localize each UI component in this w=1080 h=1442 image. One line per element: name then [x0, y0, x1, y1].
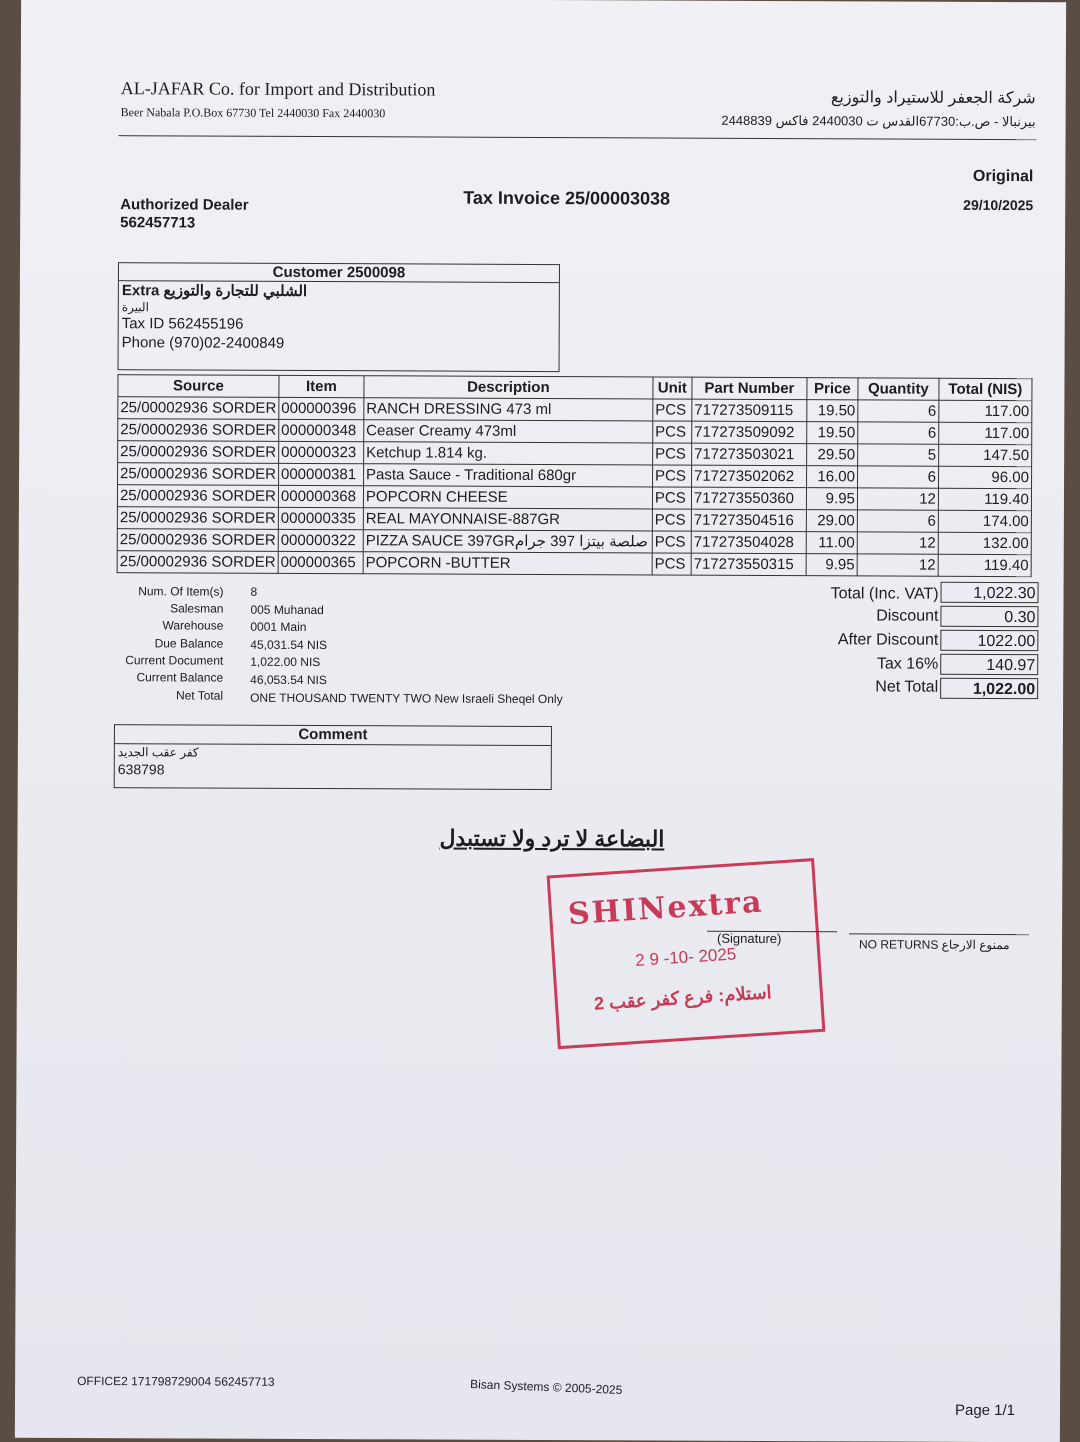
tax-label: Tax 16% — [876, 655, 939, 673]
cell-price: 11.00 — [806, 532, 857, 554]
table-row — [118, 397, 1032, 423]
cell-part-number: 717273504028 — [691, 531, 806, 554]
invoice-paper — [15, 0, 1066, 1442]
col-quantity: Quantity — [858, 378, 939, 400]
table-row — [118, 419, 1032, 445]
table-row — [117, 507, 1031, 533]
total-inc-vat-label: Total (Inc. VAT) — [830, 585, 939, 603]
cell-source: 25/00002936 SORDER — [118, 441, 279, 464]
header-divider — [119, 135, 1037, 140]
cell-part-number: 717273502062 — [691, 465, 806, 488]
received-stamp — [547, 858, 826, 1049]
cell-unit: PCS — [652, 509, 691, 531]
cell-description: PIZZA SAUCE 397GRصلصة بيتزا 397 جرام — [363, 530, 652, 553]
cell-source: 25/00002936 SORDER — [117, 507, 278, 530]
current-balance-value: 46,053.54 NIS — [250, 672, 327, 688]
cell-price: 16.00 — [806, 466, 857, 488]
cell-unit: PCS — [652, 465, 691, 487]
cell-source: 25/00002936 SORDER — [118, 463, 279, 486]
total-inc-vat-value: 1,022.30 — [941, 582, 1039, 603]
due-balance-label: Due Balance — [154, 636, 224, 651]
current-balance-label: Current Balance — [136, 670, 224, 685]
cell-quantity: 5 — [858, 444, 939, 466]
footer-office-code: OFFICE2 171798729004 562457713 — [77, 1373, 275, 1389]
net-total-value: 1,022.00 — [940, 678, 1038, 699]
comment-line-1: كفر عقب الجديد — [117, 745, 199, 760]
cell-unit: PCS — [653, 399, 692, 421]
copy-label: Original — [972, 167, 1034, 186]
cell-price: 9.95 — [806, 488, 857, 510]
customer-tax-id: Tax ID 562455196 — [121, 315, 244, 333]
comment-box — [114, 724, 552, 790]
signature-label: (Signature) — [717, 930, 782, 947]
cell-item: 000000335 — [278, 507, 363, 529]
page-number: Page 1/1 — [954, 1401, 1016, 1420]
cell-description: REAL MAYONNAISE-887GR — [363, 508, 652, 531]
salesman-value: 005 Muhanad — [250, 602, 324, 618]
cell-total: 96.00 — [938, 466, 1031, 488]
col-item: Item — [279, 375, 364, 397]
salesman-label: Salesman — [170, 601, 224, 616]
cell-quantity: 6 — [857, 510, 938, 532]
cell-item: 000000368 — [278, 485, 363, 507]
cell-price: 9.95 — [806, 554, 857, 576]
due-balance-value: 45,031.54 NIS — [250, 637, 328, 653]
cell-item: 000000365 — [278, 551, 363, 573]
returns-line — [849, 933, 1029, 935]
cell-quantity: 6 — [858, 422, 939, 444]
cell-unit: PCS — [653, 443, 692, 465]
cell-description: Ketchup 1.814 kg. — [364, 442, 653, 465]
cell-price: 19.50 — [807, 400, 858, 422]
cell-part-number: 717273509092 — [692, 421, 807, 444]
comment-line-2: 638798 — [117, 761, 165, 778]
customer-city: البيرة — [121, 300, 149, 315]
customer-heading: Customer 2500098 — [119, 263, 559, 283]
cell-item: 000000396 — [279, 397, 364, 419]
cell-unit: PCS — [652, 553, 691, 575]
cell-item: 000000322 — [278, 529, 363, 551]
cell-part-number: 717273504516 — [691, 509, 806, 532]
company-name-ar: شركة الجعفر للاستيراد والتوزيع — [830, 89, 1036, 108]
discount-value: 0.30 — [940, 606, 1038, 627]
invoice-title: Tax Invoice 25/00003038 — [463, 187, 671, 209]
col-price: Price — [807, 378, 858, 400]
current-document-value: 1,022.00 NIS — [250, 654, 321, 670]
cell-description: POPCORN CHEESE — [363, 486, 652, 509]
cell-source: 25/00002936 SORDER — [118, 419, 279, 442]
stamp-date: 2 9 -10- 2025 — [634, 944, 737, 970]
customer-phone: Phone (970)02-2400849 — [121, 334, 285, 352]
cell-part-number: 717273509115 — [692, 399, 807, 422]
cell-item: 000000381 — [278, 463, 363, 485]
company-address-en: Beer Nabala P.O.Box 67730 Tel 2440030 Fax 2440030 — [120, 105, 386, 121]
cell-source: 25/00002936 SORDER — [118, 397, 279, 420]
cell-total: 119.40 — [938, 488, 1031, 510]
after-discount-value: 1022.00 — [940, 630, 1038, 651]
cell-description: RANCH DRESSING 473 ml — [364, 398, 653, 421]
customer-box — [118, 262, 560, 372]
table-row — [117, 485, 1031, 511]
col-total: Total (NIS) — [939, 378, 1032, 400]
stamp-title: SHINextra — [567, 884, 765, 933]
col-unit: Unit — [653, 377, 692, 399]
table-row — [118, 463, 1032, 489]
customer-name: Extra الشلبي للتجارة والتوزيع — [121, 282, 308, 300]
net-total-words-label: Net Total — [175, 688, 224, 703]
table-row — [118, 441, 1032, 467]
cell-quantity: 12 — [857, 488, 938, 510]
dealer-number: 562457713 — [120, 214, 196, 232]
cell-description: POPCORN -BUTTER — [363, 552, 652, 575]
col-description: Description — [364, 376, 653, 399]
cell-total: 147.50 — [939, 444, 1032, 466]
cell-source: 25/00002936 SORDER — [117, 485, 278, 508]
table-row — [117, 529, 1031, 555]
net-total-words: ONE THOUSAND TWENTY TWO New Israeli Sheqel Only — [250, 690, 563, 707]
cell-quantity: 12 — [857, 532, 938, 554]
current-document-label: Current Document — [125, 653, 224, 668]
stamp-received-text: استلام: فرع كفر عقب 2 — [593, 982, 773, 1014]
cell-total: 132.00 — [938, 532, 1031, 554]
net-total-label: Net Total — [875, 678, 939, 696]
cell-unit: PCS — [653, 421, 692, 443]
cell-price: 19.50 — [807, 422, 858, 444]
cell-item: 000000323 — [279, 441, 364, 463]
cell-total: 119.40 — [938, 554, 1031, 576]
items-table — [117, 374, 1033, 577]
comment-heading: Comment — [115, 725, 551, 746]
cell-price: 29.00 — [806, 510, 857, 532]
no-return-policy: البضاعة لا ترد ولا تستبدل — [439, 825, 665, 852]
cell-total: 174.00 — [938, 510, 1031, 532]
footer-software: Bisan Systems © 2005-2025 — [469, 1377, 623, 1398]
num-items-label: Num. Of Item(s) — [138, 584, 224, 599]
invoice-date: 29/10/2025 — [963, 196, 1034, 214]
cell-part-number: 717273503021 — [692, 443, 807, 466]
warehouse-label: Warehouse — [162, 618, 224, 633]
warehouse-value: 0001 Main — [250, 619, 307, 634]
no-returns-label: NO RETURNS ممنوع الارجاع — [858, 937, 1010, 953]
cell-part-number: 717273550315 — [691, 553, 806, 576]
cell-item: 000000348 — [279, 419, 364, 441]
num-items-value: 8 — [250, 584, 258, 599]
after-discount-label: After Discount — [837, 631, 939, 649]
cell-quantity: 6 — [857, 466, 938, 488]
cell-unit: PCS — [652, 531, 691, 553]
cell-quantity: 12 — [857, 554, 938, 576]
tax-value: 140.97 — [940, 654, 1038, 675]
cell-description: Pasta Sauce - Traditional 680gr — [363, 464, 652, 487]
col-part-number: Part Number — [692, 377, 807, 400]
cell-source: 25/00002936 SORDER — [117, 529, 278, 552]
cell-unit: PCS — [652, 487, 691, 509]
cell-quantity: 6 — [858, 400, 939, 422]
cell-price: 29.50 — [807, 444, 858, 466]
cell-source: 25/00002936 SORDER — [117, 551, 278, 574]
discount-label: Discount — [876, 607, 939, 625]
col-source: Source — [118, 375, 279, 398]
company-address-ar: بيرنبالا - ص.ب:67730القدس ت 2440030 فاكس 2448839 — [721, 112, 1036, 130]
company-name-en: AL-JAFAR Co. for Import and Distribution — [120, 78, 436, 100]
cell-part-number: 717273550360 — [691, 487, 806, 510]
cell-description: Ceaser Creamy 473ml — [364, 420, 653, 443]
dealer-label: Authorized Dealer — [120, 196, 249, 214]
table-row — [117, 551, 1031, 577]
cell-total: 117.00 — [939, 400, 1032, 422]
cell-total: 117.00 — [939, 422, 1032, 444]
